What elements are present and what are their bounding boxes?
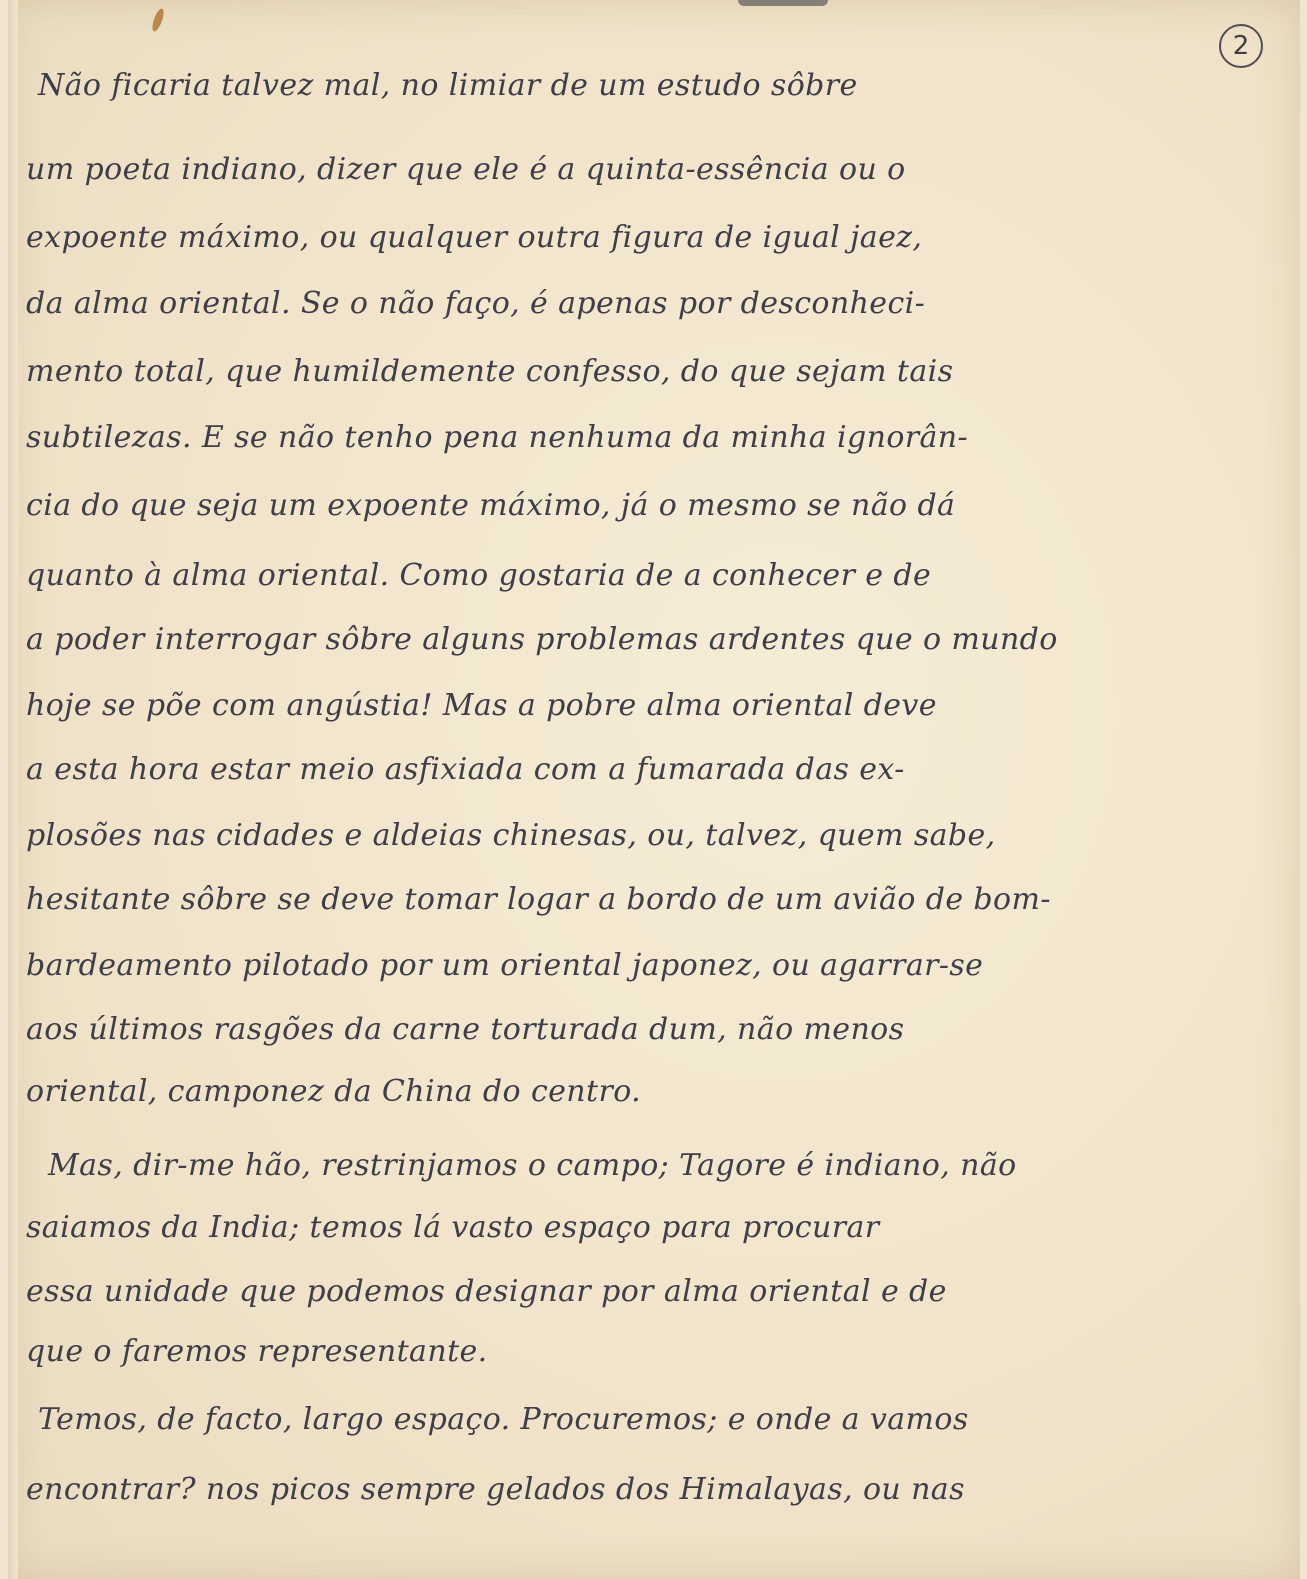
- ink-stain: [150, 7, 166, 32]
- text-line: essa unidade que podemos designar por alma oriental e de: [26, 1274, 947, 1309]
- text-line: cia do que seja um expoente máximo, já o mesmo se não dá: [26, 488, 956, 523]
- text-line: um poeta indiano, dizer que ele é a quinta-essência ou o: [26, 152, 906, 187]
- text-line: Não ficaria talvez mal, no limiar de um estudo sôbre: [38, 68, 858, 103]
- text-line: hoje se põe com angústia! Mas a pobre alma oriental deve: [26, 688, 937, 723]
- text-line: da alma oriental. Se o não faço, é apenas por desconheci-: [26, 286, 926, 321]
- text-line: subtilezas. E se não tenho pena nenhuma da minha ignorân-: [26, 420, 969, 455]
- text-line: expoente máximo, ou qualquer outra figura de igual jaez,: [26, 220, 923, 255]
- text-line: quanto à alma oriental. Como gostaria de a conhecer e de: [26, 558, 932, 593]
- text-line: Temos, de facto, largo espaço. Procuremos; e onde a vamos: [38, 1402, 969, 1437]
- text-line: aos últimos rasgões da carne torturada dum, não menos: [26, 1012, 905, 1047]
- text-line: encontrar? nos picos sempre gelados dos Himalayas, ou nas: [26, 1472, 965, 1507]
- text-line: hesitante sôbre se deve tomar logar a bordo de um avião de bom-: [26, 882, 1051, 917]
- text-line: Mas, dir-me hão, restrinjamos o campo; Tagore é indiano, não: [48, 1148, 1017, 1183]
- text-line: a esta hora estar meio asfixiada com a fumarada das ex-: [26, 752, 905, 787]
- text-line: a poder interrogar sôbre alguns problemas ardentes que o mundo: [26, 622, 1058, 657]
- page-number: 2: [1219, 24, 1263, 68]
- text-line: plosões nas cidades e aldeias chinesas, ou, talvez, quem sabe,: [26, 818, 996, 853]
- text-line: bardeamento pilotado por um oriental japonez, ou agarrar-se: [26, 948, 984, 983]
- paper-edge: [8, 0, 18, 1579]
- clip-mark: [738, 0, 828, 6]
- manuscript-page: [8, 0, 1300, 1579]
- text-line: mento total, que humildemente confesso, do que sejam tais: [26, 354, 954, 389]
- text-line: oriental, camponez da China do centro.: [26, 1074, 642, 1109]
- text-line: que o faremos representante.: [26, 1334, 488, 1369]
- text-line: saiamos da India; temos lá vasto espaço para procurar: [26, 1210, 880, 1245]
